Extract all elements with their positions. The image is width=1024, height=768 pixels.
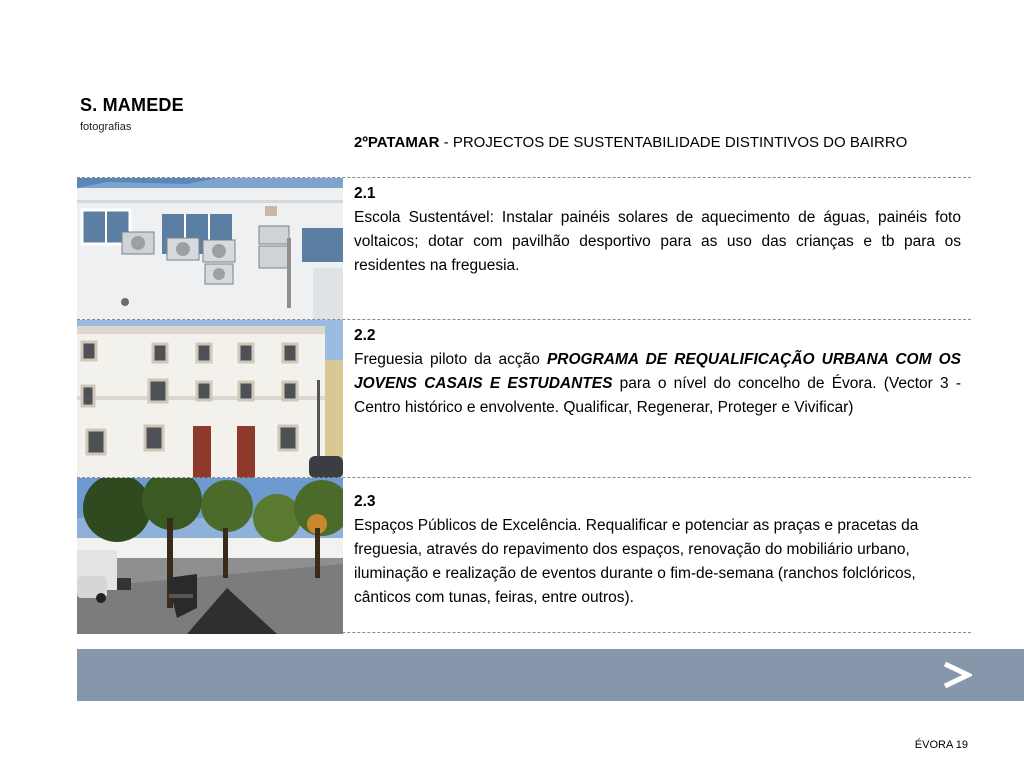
project-row-2-2: [77, 319, 971, 477]
project-row-2-1: [77, 177, 971, 319]
project-description-rest: para o nível do concelho de Évora. (Vector 3 - Centro histórico e envolvente. Qualificar, Regenerar, Proteger e Vivificar): [354, 375, 961, 416]
project-description: Escola Sustentável: Instalar painéis solares de aquecimento de águas, painéis foto voltaicos; dotar com pavilhão desportivo para as uso das crianças e tb para os residentes na freguesia.: [354, 209, 961, 274]
project-description: Espaços Públicos de Excelência. Requalificar e potenciar as praças e pracetas da freguesia, através do repavimento dos espaços, renovação do mobiliário urbano, iluminação e realização de eventos durante o fim-de-semana (ranchos folclóricos, cânticos com tunas, feiras, entre outros).: [354, 517, 919, 606]
project-number: 2.1: [354, 185, 376, 202]
project-text-2-2: [354, 324, 961, 420]
project-number: 2.2: [354, 327, 376, 344]
page-subtitle: fotografias: [80, 121, 132, 133]
page-title: S. MAMEDE: [80, 95, 184, 115]
page-number: ÉVORA 19: [914, 739, 968, 751]
project-row-2-3: [77, 477, 971, 633]
navigation-bar: [77, 649, 1024, 701]
photo-school-building: [77, 178, 343, 320]
project-description-intro: Freguesia piloto da acção: [354, 351, 547, 368]
section-heading: [354, 134, 907, 151]
photo-parish-building: [77, 320, 343, 478]
project-text-2-3: [354, 490, 961, 610]
project-number: 2.3: [354, 493, 376, 510]
project-text-2-1: [354, 182, 961, 278]
section-heading-bold: 2ºPATAMAR: [354, 134, 440, 151]
project-description: [354, 348, 961, 420]
program-name-emphasis: PROGRAMA DE REQUALIFICAÇÃO URBANA COM OS JOVENS CASAIS E ESTUDANTES: [354, 351, 962, 392]
photo-public-square: [77, 478, 343, 634]
section-heading-rest: - PROJECTOS DE SUSTENTABILIDADE DISTINTIVOS DO BAIRRO: [439, 134, 908, 151]
chevron-right-icon[interactable]: [940, 659, 972, 691]
